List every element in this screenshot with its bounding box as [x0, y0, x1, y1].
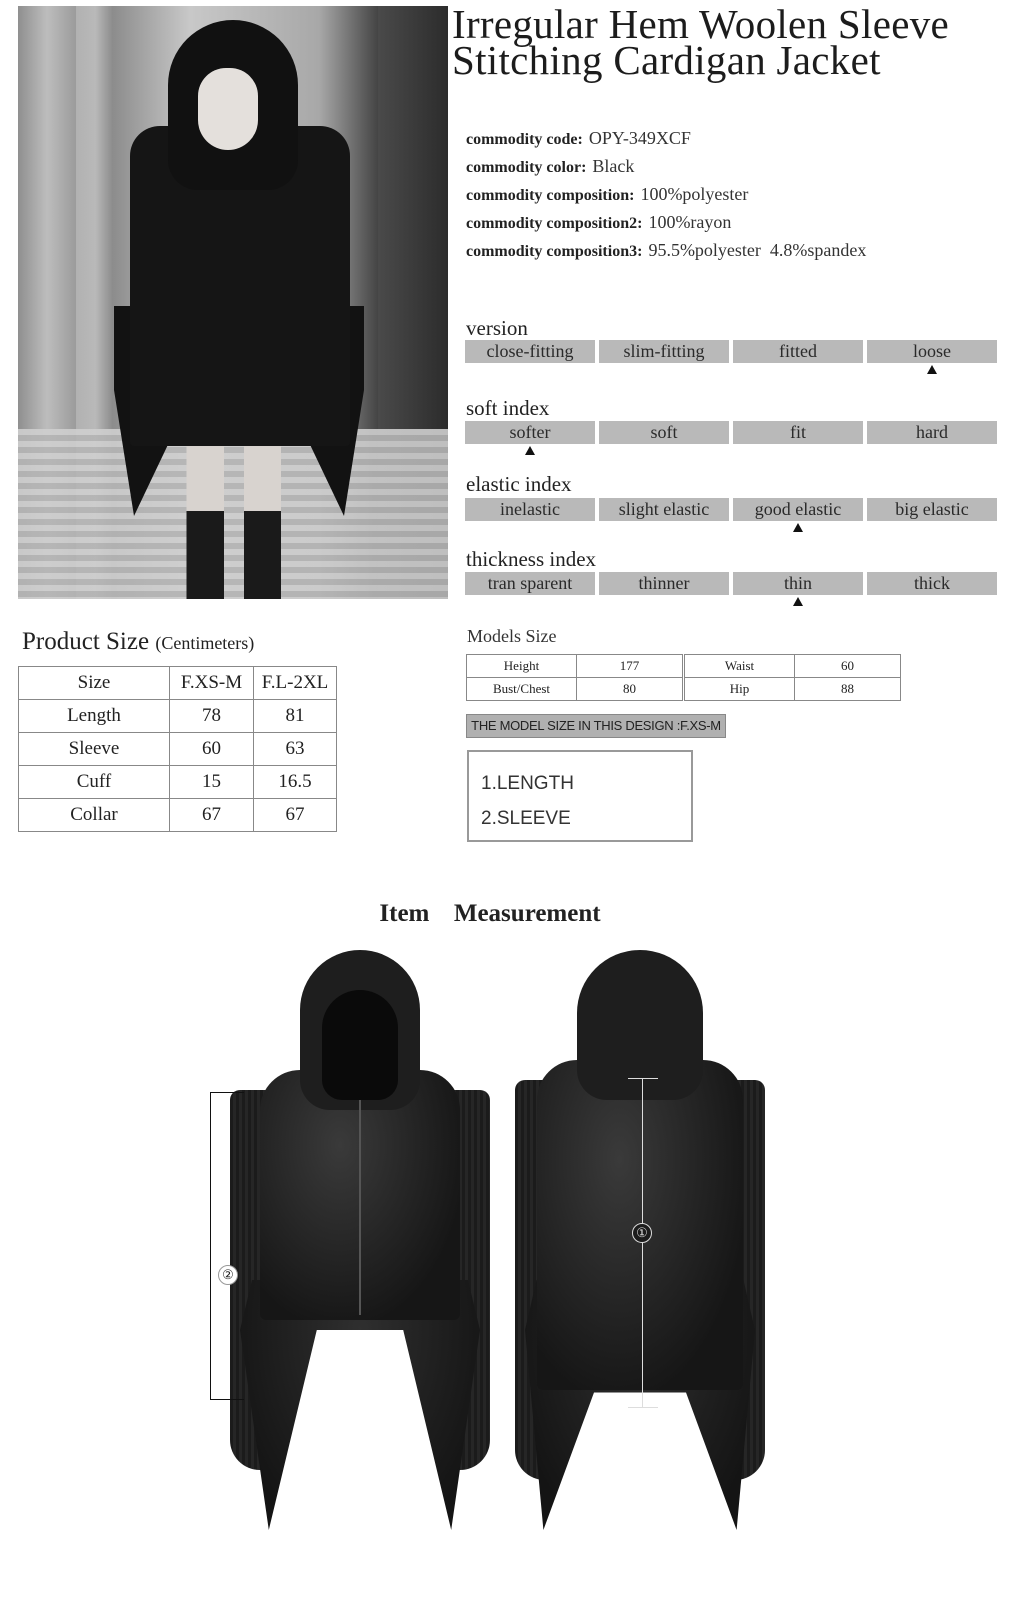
length-measure-line [642, 1078, 643, 1408]
elastic-index-title: elastic index [466, 472, 572, 496]
spec-row-composition [466, 184, 1016, 212]
table-cell: 67 [170, 799, 254, 832]
table-cell: Length [19, 700, 170, 733]
version-option-close-fitting: close-fitting [465, 340, 595, 363]
table-row [19, 733, 337, 766]
table-row [685, 655, 901, 678]
product-title-line2: Stitching Cardigan Jacket [452, 37, 881, 83]
spec-label: commodity code: [466, 131, 583, 148]
table-row [467, 655, 683, 678]
soft-option-hard: hard [867, 421, 997, 444]
table-header-cell: F.XS-M [170, 667, 254, 700]
model-socks [180, 511, 290, 599]
version-title: version [466, 316, 528, 340]
spec-list [466, 128, 1016, 268]
length-measure-cap-bottom [628, 1407, 658, 1408]
spec-value: 95.5%polyester 4.8%spandex [648, 240, 867, 260]
thickness-index-title: thickness index [466, 547, 597, 571]
spec-row-color [466, 156, 1016, 184]
table-cell: 78 [170, 700, 254, 733]
table-cell: 60 [170, 733, 254, 766]
soft-option-soft: soft [599, 421, 729, 444]
soft-index-title: soft index [466, 396, 550, 420]
model-size-note: THE MODEL SIZE IN THIS DESIGN :F.XS-M [466, 714, 726, 738]
version-option-loose: loose [867, 340, 997, 363]
spec-value: OPY-349XCF [588, 128, 691, 148]
measurement-legend [467, 750, 693, 842]
elastic-option-big-elastic: big elastic [867, 498, 997, 521]
table-row [19, 700, 337, 733]
garment-front-image [230, 950, 490, 1535]
elastic-option-slight-elastic: slight elastic [599, 498, 729, 521]
elastic-option-good-elastic: good elastic [733, 498, 863, 521]
product-size-title [22, 628, 254, 656]
table-cell: 15 [170, 766, 254, 799]
table-cell: Cuff [19, 766, 170, 799]
product-title [452, 1, 1012, 83]
version-option-fitted: fitted [733, 340, 863, 363]
sleeve-measure-bracket [210, 1092, 244, 1400]
spec-value: Black [592, 156, 635, 176]
length-measure-cap-top [628, 1078, 658, 1079]
elastic-option-inelastic: inelastic [465, 498, 595, 521]
legend-item-sleeve: 2.SLEEVE [481, 808, 571, 829]
table-header-row [19, 667, 337, 700]
front-zipper [359, 1100, 361, 1315]
table-cell: 16.5 [254, 766, 337, 799]
soft-option-softer: softer [465, 421, 595, 444]
model-face [198, 68, 258, 150]
thickness-index-scale [465, 572, 999, 595]
front-hood-opening [322, 990, 398, 1100]
sleeve-marker: ② [218, 1265, 238, 1285]
table-header-cell: F.L-2XL [254, 667, 337, 700]
table-header-cell: Size [19, 667, 170, 700]
product-size-table [18, 666, 337, 832]
spec-label: commodity composition3: [466, 243, 643, 260]
table-row [467, 678, 683, 701]
version-option-slim-fitting: slim-fitting [599, 340, 729, 363]
product-title-line1: Irregular Hem Woolen Sleeve [452, 1, 949, 47]
elastic-index-scale [465, 498, 999, 521]
thickness-option-thick: thick [867, 572, 997, 595]
spec-label: commodity composition2: [466, 215, 643, 232]
product-size-heading: Product Size [22, 628, 150, 655]
spec-value: 100%rayon [648, 212, 732, 232]
table-cell: Sleeve [19, 733, 170, 766]
spec-value: 100%polyester [640, 184, 749, 204]
soft-index-scale [465, 421, 999, 444]
table-cell: 67 [254, 799, 337, 832]
table-cell: Waist [685, 655, 795, 678]
item-measurement-title: Item Measurement [379, 900, 601, 927]
table-cell: 88 [795, 678, 901, 701]
spec-label: commodity composition: [466, 187, 635, 204]
length-marker: ① [632, 1223, 652, 1243]
spec-row-composition3 [466, 240, 1016, 268]
product-size-unit: (Centimeters) [155, 633, 255, 653]
spec-row-composition2 [466, 212, 1016, 240]
spec-label: commodity color: [466, 159, 587, 176]
table-row [19, 766, 337, 799]
legend-item-length: 1.LENGTH [481, 773, 574, 794]
models-size-title: Models Size [467, 626, 557, 646]
table-row [685, 678, 901, 701]
table-cell: 177 [577, 655, 683, 678]
table-cell: Height [467, 655, 577, 678]
table-cell: 60 [795, 655, 901, 678]
table-row [19, 799, 337, 832]
models-size-table-left [466, 654, 683, 701]
thickness-option-tran-sparent: tran sparent [465, 572, 595, 595]
version-scale [465, 340, 999, 363]
models-size-table-right [684, 654, 901, 701]
product-photo [18, 6, 448, 599]
table-cell: Hip [685, 678, 795, 701]
table-cell: 80 [577, 678, 683, 701]
table-cell: 81 [254, 700, 337, 733]
table-cell: 63 [254, 733, 337, 766]
soft-option-fit: fit [733, 421, 863, 444]
spec-row-code [466, 128, 1016, 156]
table-cell: Bust/Chest [467, 678, 577, 701]
table-cell: Collar [19, 799, 170, 832]
thickness-option-thin: thin [733, 572, 863, 595]
thickness-option-thinner: thinner [599, 572, 729, 595]
